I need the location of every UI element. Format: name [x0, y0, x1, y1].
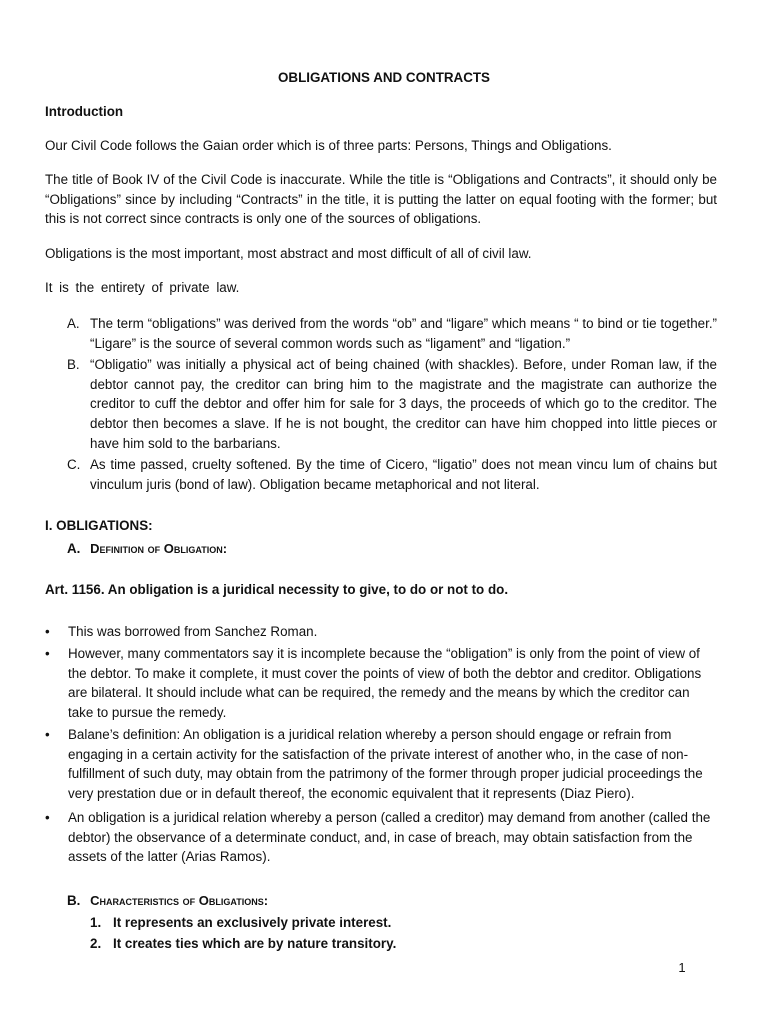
numbered-text: It represents an exclusively private interest.: [113, 915, 392, 930]
list-item-text: “Obligatio” was initially a physical act of being chained (with shackles). Before, under Roman law, if the debtor cannot pay, the creditor can bring him to the magistrate and the magistrate can authorize the creditor to cuff the debtor and offer him for sale for 3 days, the proceeds of which go to the creditor. The debtor then becomes a slave. If he is not bought, the creditor can have him chopped into little pieces or have him sold to the barbarians.: [90, 357, 717, 451]
bullet-text: Balane’s definition: An obligation is a juridical relation whereby a person should engage or refrain from engaging in a certain activity for the satisfaction of the private interest of another who, in the case of non-fulfillment of such duty, may obtain from the patrimony of the former through proper judicial proceedings the very prestation due or in default thereof, the economic equivalent that it represents (Diaz Piero).: [68, 727, 703, 802]
section-heading-obligations: I. OBLIGATIONS:: [45, 518, 153, 533]
bullet-item-2: [45, 644, 717, 723]
subsection-label: Characteristics of Obligations:: [90, 893, 269, 908]
bullet-item-3: [45, 725, 717, 804]
list-item-text: As time passed, cruelty softened. By the time of Cicero, “ligatio” does not mean vincu lum of chains but vinculum juris (bond of law). Obligation became metaphorical and not literal.: [90, 457, 717, 492]
bullet-text: An obligation is a juridical relation whereby a person (called a creditor) may demand from another (called the debtor) the observance of a determinate conduct, and, in case of breach, may obtain satisfaction from the assets of the latter (Arias Ramos).: [68, 810, 711, 865]
subsection-marker: A.: [67, 541, 81, 556]
subsection-marker: B.: [67, 893, 81, 908]
list-item-c: [67, 455, 717, 494]
document-title: OBLIGATIONS AND CONTRACTS: [277, 70, 490, 85]
intro-paragraph-4: It is the entirety of private law.: [45, 280, 240, 295]
intro-paragraph-1: Our Civil Code follows the Gaian order which is of three parts: Persons, Things and Obligations.: [45, 138, 612, 153]
intro-paragraph-3: Obligations is the most important, most abstract and most difficult of all of civil law.: [45, 246, 532, 261]
bullet-marker: •: [45, 624, 50, 639]
numbered-text: It creates ties which are by nature transitory.: [113, 936, 397, 951]
subsection-a-heading: [67, 539, 739, 559]
list-item-a: [67, 314, 717, 353]
bullet-text: This was borrowed from Sanchez Roman.: [68, 624, 318, 639]
list-marker: B.: [67, 357, 80, 372]
numbered-item-1: [90, 913, 710, 933]
subsection-b-heading: [67, 891, 739, 911]
list-item-b: [67, 355, 717, 454]
list-marker: A.: [67, 316, 80, 331]
bullet-item-1: [45, 622, 717, 642]
article-1156: Art. 1156. An obligation is a juridical necessity to give, to do or not to do.: [45, 582, 509, 597]
numbered-item-2: [90, 934, 710, 954]
bullet-marker: •: [45, 727, 50, 742]
number-marker: 1.: [90, 915, 102, 930]
subsection-label: Definition of Obligation:: [90, 541, 228, 556]
bullet-marker: •: [45, 810, 50, 825]
intro-heading: Introduction: [45, 104, 124, 119]
page-number: 1: [678, 960, 686, 975]
list-item-text: The term “obligations” was derived from the words “ob” and “ligare” which means “ to bind or tie together.” “Ligare” is the source of several common words such as “ligament” and “ligation.”: [90, 316, 717, 351]
intro-paragraph-2: The title of Book IV of the Civil Code is inaccurate. While the title is “Obligations and Contracts”, it should only be “Obligations” since by including “Contracts” in the title, it is putting the latter on equal footing with the former; but this is not correct since contracts is only one of the sources of obligations.: [45, 172, 717, 227]
bullet-text: However, many commentators say it is incomplete because the “obligation” is only from the point of view of the debtor. To make it complete, it must cover the points of view of both the debtor and creditor. Obligations are bilateral. It should include what can be required, the remedy and the means by which the creditor can take to pursue the remedy.: [68, 646, 702, 721]
number-marker: 2.: [90, 936, 102, 951]
bullet-marker: •: [45, 646, 50, 661]
list-marker: C.: [67, 457, 81, 472]
bullet-item-4: [45, 808, 717, 867]
